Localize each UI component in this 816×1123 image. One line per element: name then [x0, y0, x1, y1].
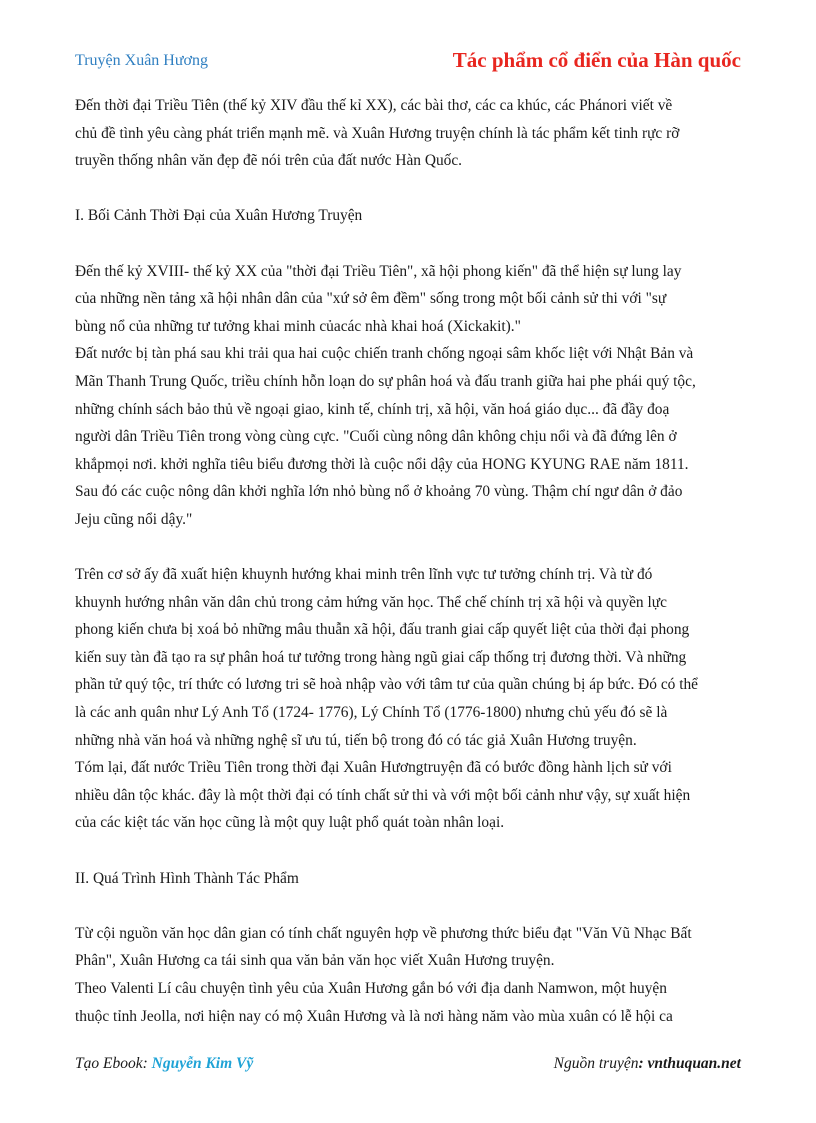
paragraph-formation [75, 920, 745, 1030]
text-line: những chính sách bảo thủ về ngoại giao, kinh tế, chính trị, xã hội, văn hoá giáo dục... đã đầy đoạ [75, 400, 670, 418]
header-collection-title: Tác phẩm cổ điển của Hàn quốc [452, 48, 741, 72]
text-line: Sau đó các cuộc nông dân khởi nghĩa lớn nhỏ bùng nổ ở khoảng 70 vùng. Thậm chí ngư dân ở đảo [75, 483, 683, 501]
page-content [75, 92, 745, 1030]
footer-source-credit [554, 1055, 741, 1073]
text-line: nhiều dân tộc khác. đây là một thời đại có tính chất sử thi và với một bối cảnh như vậy, sự xuất hiện [75, 786, 691, 804]
text-line: Tóm lại, đất nước Triều Tiên trong thời đại Xuân Hươngtruyện đã có bước đồng hành lịch sử với [75, 759, 672, 777]
paragraph-intro [75, 92, 745, 175]
footer-ebook-credit [75, 1055, 253, 1073]
text-line: thuộc tỉnh Jeolla, nơi hiện nay có mộ Xuân Hương và là nơi hàng năm vào mùa xuân có lễ hội ca [75, 1007, 673, 1025]
text-line: khắpmọi nơi. khởi nghĩa tiêu biểu đương thời là cuộc nổi dậy của HONG KYUNG RAE năm 1811. [75, 455, 689, 473]
text-line: khuynh hướng nhân văn dân chủ trong cảm hứng văn học. Thể chế chính trị xã hội và quyền lực [75, 593, 667, 611]
text-line: Đất nước bị tàn phá sau khi trải qua hai cuộc chiến tranh chống ngoại sâm khốc liệt với Nhật Bản và [75, 345, 694, 363]
text-line: bùng nổ của những tư tưởng khai minh củacác nhà khai hoá (Xickakit)." [75, 317, 521, 335]
text-line: Theo Valenti Lí câu chuyện tình yêu của Xuân Hương gắn bó với địa danh Namwon, một huyện [75, 980, 667, 997]
text-line: phong kiến chưa bị xoá bỏ những mâu thuẫn xã hội, đấu tranh giai cấp quyết liệt của thời đại phong [75, 621, 690, 639]
text-line: Jeju cũng nổi dậy." [75, 510, 193, 528]
text-line: người dân Triều Tiên trong vòng cùng cực. "Cuối cùng nông dân không chịu nổi và đã đứng lên ở [75, 428, 677, 446]
footer-source-separator: : [638, 1055, 648, 1072]
text-line: chủ đề tình yêu càng phát triển mạnh mẽ. và Xuân Hương truyện chính là tác phẩm kết tinh rực rỡ [75, 124, 680, 142]
footer-ebook-label: Tạo Ebook [75, 1055, 143, 1072]
text-line: những nhà văn hoá và những nghệ sĩ ưu tú, tiến bộ trong đó có tác giả Xuân Hương truyện. [75, 731, 637, 749]
footer-source-site[interactable]: vnthuquan.net [647, 1055, 741, 1072]
text-line: phần tử quý tộc, trí thức có lương tri sẽ hoà nhập vào với tâm tư của quần chúng bị áp bức. Đó có thể [75, 676, 699, 694]
text-line: Trên cơ sở ấy đã xuất hiện khuynh hướng khai minh trên lĩnh vực tư tưởng chính trị. Và từ đó [75, 566, 653, 584]
text-line: của các kiệt tác văn học cũng là một quy luật phổ quát toàn nhân loại. [75, 814, 505, 832]
paragraph-context [75, 258, 745, 534]
footer-ebook-separator: : [142, 1055, 152, 1072]
section-heading-1: I. Bối Cảnh Thời Đại của Xuân Hương Truyện [75, 207, 363, 225]
text-line: là các anh quân như Lý Anh Tổ (1724- 1776), Lý Chính Tổ (1776-1800) nhưng chủ yếu đó sẽ là [75, 704, 668, 722]
section-heading-2: II. Quá Trình Hình Thành Tác Phẩm [75, 869, 299, 887]
paragraph-enlightenment [75, 561, 745, 837]
footer-ebook-author: Nguyễn Kim Vỹ [151, 1055, 254, 1072]
text-line: của những nền tảng xã hội nhân dân của "xứ sở êm đềm" sống trong một bối cảnh sử thi với "sự [75, 290, 667, 308]
text-line: Phân", Xuân Hương ca tái sinh qua văn bản văn học viết Xuân Hương truyện. [75, 952, 555, 970]
text-line: kiến suy tàn đã tạo ra sự phân hoá tư tưởng trong hàng ngũ giai cấp thống trị đương thời. Và những [75, 648, 687, 666]
footer-source-label: Nguồn truyện [553, 1055, 639, 1072]
text-line: Từ cội nguồn văn học dân gian có tính chất nguyên hợp về phương thức biểu đạt "Văn Vũ Nhạc Bất [75, 924, 692, 942]
text-line: truyền thống nhân văn đẹp đẽ nói trên của đất nước Hàn Quốc. [75, 152, 463, 170]
text-line: Đến thế kỷ XVIII- thế kỷ XX của "thời đại Triều Tiên", xã hội phong kiến" đã thể hiện sự lung lay [75, 262, 682, 280]
header-book-title: Truyện Xuân Hương [75, 52, 208, 69]
text-line: Đến thời đại Triều Tiên (thế kỷ XIV đầu thế kỉ XX), các bài thơ, các ca khúc, các Phánori viết về [75, 97, 673, 114]
text-line: Mãn Thanh Trung Quốc, triều chính hỗn loạn do sự phân hoá và đấu tranh giữa hai phe phái quý tộc, [75, 372, 696, 390]
